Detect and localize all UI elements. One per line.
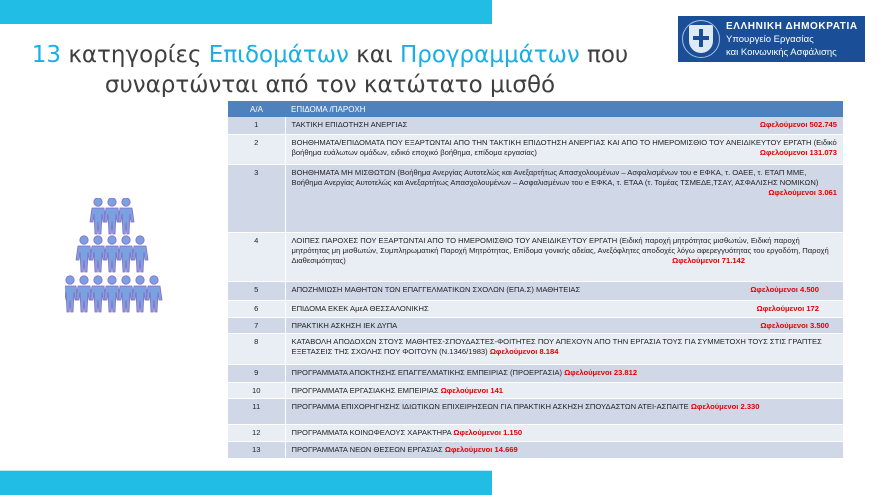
table-row	[228, 333, 843, 364]
row-num: 4	[228, 232, 285, 281]
title-text: κατηγορίες	[61, 42, 209, 68]
beneficiaries: Ωφελούμενοι 4.500	[750, 284, 819, 294]
title-line-2: συναρτώνται από τον κατώτατο μισθό	[104, 72, 556, 98]
row-desc: ΛΟΙΠΕΣ ΠΑΡΟΧΕΣ ΠΟΥ ΕΞΑΡΤΩΝΤΑΙ ΑΠΟ ΤΟ ΗΜΕΡΟΜΙΣΘΙΟ ΤΟΥ ΑΝΕΙΔΙΚΕΥΤΟΥ ΕΡΓΑΤΗ (Ειδική παροχή μητρότητας μισθωτών, Ειδική παροχή μητρότητας μη μισθωτών, Συμπληρωματική Παροχή Μητρότητας, Επίδομα γονικής αδείας, Ανεξόφλητες αποδοχές λόγω αφερεγγυότητας του εργοδότη, Παροχή Διαθεσιμότητας) Ωφελούμενοι 71.142	[285, 232, 843, 281]
table-row	[228, 398, 843, 424]
beneficiaries: Ωφελούμενοι 14.669	[444, 444, 518, 454]
table-row	[228, 424, 843, 441]
beneficiaries: Ωφελούμενοι 71.142	[672, 255, 745, 265]
row-num: 7	[228, 317, 285, 333]
ministry-logo	[678, 16, 865, 62]
table-row	[228, 134, 843, 164]
row-num: 9	[228, 364, 285, 382]
beneficiaries: Ωφελούμενοι 3.061	[768, 187, 837, 197]
row-desc: ΤΑΚΤΙΚΗ ΕΠΙΔΟΤΗΣΗ ΑΝΕΡΓΙΑΣ Ωφελούμενοι 502.745	[285, 117, 843, 134]
logo-line-3: και Κοινωνικής Ασφάλισης	[726, 46, 837, 58]
row-desc: ΠΡΟΓΡΑΜΜΑΤΑ ΚΟΙΝΩΦΕΛΟΥΣ ΧΑΡΑΚΤΗΡΑ Ωφελούμενοι 1.150	[285, 424, 843, 441]
beneficiaries: Ωφελούμενοι 3.500	[760, 320, 829, 330]
header-num: Α/Α	[228, 101, 285, 117]
row-desc: ΠΡΟΓΡΑΜΜΑΤΑ ΝΕΩΝ ΘΕΣΕΩΝ ΕΡΓΑΣΙΑΣ Ωφελούμενοι 14.669	[285, 441, 843, 458]
row-num: 3	[228, 164, 285, 232]
table-row	[228, 317, 843, 333]
benefits-table	[228, 101, 843, 459]
beneficiaries: Ωφελούμενοι 131.073	[759, 147, 837, 157]
table-row	[228, 164, 843, 232]
table-row	[228, 281, 843, 300]
table-row	[228, 232, 843, 281]
beneficiaries: Ωφελούμενοι 8.184	[489, 346, 559, 356]
page-title	[10, 40, 650, 100]
greek-emblem-icon	[682, 20, 720, 58]
row-num: 11	[228, 398, 285, 424]
row-desc: ΒΟΗΘΗΜΑΤΑ ΜΗ ΜΙΣΘΩΤΩΝ (Βοήθημα Ανεργίας Αυτοτελώς και Ανεξαρτήτως Απασχολουμένων – Ασφαλισμένων του e ΕΦΚΑ, τ. ΟΑΕΕ, τ. ΕΤΑΠ ΜΜΕ, Βοήθημα Ανεργίας Αυτοτελώς και Ανεξαρτήτως Απασχολουμένων – Ασφαλισμένων του e ΕΦΚΑ, τ. ΕΤΑΑ (τ. Τομέας ΤΣΜΕΔΕ,ΤΣΑΥ, ΑΣΦΑΛΙΣΗΣ ΝΟΜΙΚΩΝ) Ωφελούμενοι 3.061	[285, 164, 843, 232]
table-row	[228, 117, 843, 134]
logo-line-1: ΕΛΛΗΝΙΚΗ ΔΗΜΟΚΡΑΤΙΑ	[726, 20, 858, 32]
beneficiaries: Ωφελούμενοι 23.812	[564, 367, 638, 377]
table-header-row	[228, 101, 843, 117]
row-num: 5	[228, 281, 285, 300]
beneficiaries: Ωφελούμενοι 1.150	[453, 427, 523, 437]
beneficiaries: Ωφελούμενοι 172	[756, 303, 819, 313]
logo-line-2: Υπουργείο Εργασίας	[726, 33, 814, 45]
row-desc: ΚΑΤΑΒΟΛΗ ΑΠΟΔΟΧΩΝ ΣΤΟΥΣ ΜΑΘΗΤΕΣ-ΣΠΟΥΔΑΣΤΕΣ-ΦΟΙΤΗΤΕΣ ΠΟΥ ΑΠΕΧΟΥΝ ΑΠΟ ΤΗΝ ΕΡΓΑΣΙΑ ΤΟΥΣ ΓΙΑ ΣΥΜΜΕΤΟΧΗ ΤΟΥΣ ΣΤΙΣ ΓΡΑΠΤΕΣ ΕΞΕΤΑΣΕΙΣ ΤΗΣ ΣΧΟΛΗΣ ΠΟΥ ΦΟΙΤΟΥΝ (Ν.1346/1983) Ωφελούμενοι 8.184	[285, 333, 843, 364]
bottom-accent-bar	[0, 470, 492, 495]
beneficiaries: Ωφελούμενοι 2.330	[690, 401, 760, 411]
row-desc: ΠΡΑΚΤΙΚΗ ΑΣΚΗΣΗ ΙΕΚ ΔΥΠΑ Ωφελούμενοι 3.500	[285, 317, 843, 333]
row-num: 13	[228, 441, 285, 458]
row-desc: ΒΟΗΘΗΜΑΤΑ/ΕΠΙΔΟΜΑΤΑ ΠΟΥ ΕΞΑΡΤΩΝΤΑΙ ΑΠΟ ΤΗΝ ΤΑΚΤΙΚΗ ΕΠΙΔΟΤΗΣΗ ΑΝΕΡΓΙΑΣ ΚΑΙ ΑΠΟ ΤΟ ΗΜΕΡΟΜΙΣΘΙΟ ΤΟΥ ΑΝΕΙΔΙΚΕΥΤΟΥ ΕΡΓΑΤΗ (Ειδικό βοήθημα ευάλωτων ομάδων, ειδικό εποχικό βοήθημα, επίδομα εργασίας) Ωφελούμενοι 131.073	[285, 134, 843, 164]
table-row	[228, 364, 843, 382]
title-text: που	[579, 42, 629, 68]
row-num: 10	[228, 382, 285, 398]
row-num: 6	[228, 300, 285, 317]
title-highlight-benefits: Επιδομάτων	[208, 42, 349, 68]
header-desc: ΕΠΙΔΟΜΑ /ΠΑΡΟΧΗ	[285, 101, 843, 117]
row-desc: ΕΠΙΔΟΜΑ ΕΚΕΚ ΑμεΑ ΘΕΣΣΑΛΟΝΙΚΗΣ Ωφελούμενοι 172	[285, 300, 843, 317]
row-desc: ΑΠΟΖΗΜΙΩΣΗ ΜΑΘΗΤΩΝ ΤΩΝ ΕΠΑΓΓΕΛΜΑΤΙΚΩΝ ΣΧΟΛΩΝ (ΕΠΑ.Σ) ΜΑΘΗΤΕΙΑΣ Ωφελούμενοι 4.500	[285, 281, 843, 300]
title-text: και	[348, 42, 400, 68]
row-desc: ΠΡΟΓΡΑΜΜΑΤΑ ΕΡΓΑΣΙΑΚΗΣ ΕΜΠΕΙΡΙΑΣ Ωφελούμενοι 141	[285, 382, 843, 398]
row-num: 12	[228, 424, 285, 441]
people-pyramid-icon	[65, 198, 175, 318]
title-count: 13	[31, 42, 62, 68]
row-num: 1	[228, 117, 285, 134]
row-desc: ΠΡΟΓΡΑΜΜΑΤΑ ΑΠΟΚΤΗΣΗΣ ΕΠΑΓΓΕΛΜΑΤΙΚΗΣ ΕΜΠΕΙΡΙΑΣ (ΠΡΟΕΡΓΑΣΙΑ) Ωφελούμενοι 23.812	[285, 364, 843, 382]
beneficiaries: Ωφελούμενοι 502.745	[759, 120, 837, 129]
top-accent-bar	[0, 0, 492, 24]
row-num: 2	[228, 134, 285, 164]
row-num: 8	[228, 333, 285, 364]
table-row	[228, 382, 843, 398]
row-desc: ΠΡΟΓΡΑΜΜΑ ΕΠΙΧΟΡΗΓΗΣΗΣ ΙΔΙΩΤΙΚΩΝ ΕΠΙΧΕΙΡΗΣΕΩΝ ΓΙΑ ΠΡΑΚΤΙΚΗ ΑΣΚΗΣΗ ΣΠΟΥΔΑΣΤΩΝ ΑΤΕΙ-ΑΣΠΑΙΤΕ Ωφελούμενοι 2.330	[285, 398, 843, 424]
table-row	[228, 300, 843, 317]
title-highlight-programs: Προγραμμάτων	[399, 42, 580, 68]
beneficiaries: Ωφελούμενοι 141	[440, 385, 504, 395]
table-row	[228, 441, 843, 458]
